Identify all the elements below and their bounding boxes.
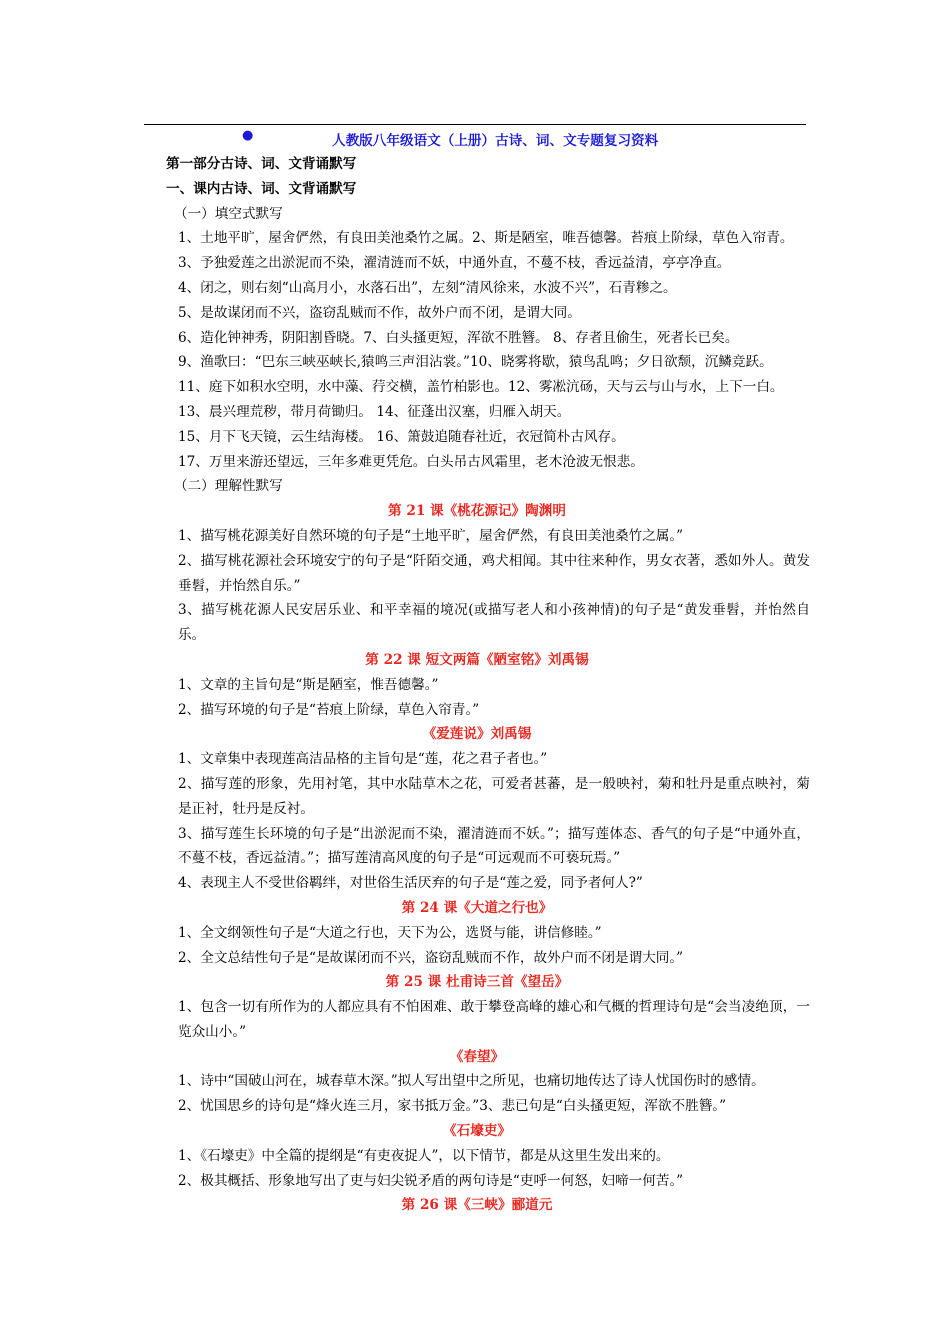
question-item: 1、文章集中表现莲高洁品格的主旨句是“莲，花之君子者也。” xyxy=(178,751,548,768)
question-item: 2、极其概括、形象地写出了吏与妇尖锐矛盾的两句诗是“吏呼一何怒，妇啼一何苦。” xyxy=(178,1172,684,1189)
fill-item: 3、予独爱莲之出淤泥而不染，濯清涟而不妖，中通外直，不蔓不枝，香远益清，亭亭净直。 xyxy=(178,255,731,272)
question-item: 2、忧国思乡的诗句是“烽火连三月，家书抵万金。”3、悲已句是“白头搔更短，浑欲不胜簪。” xyxy=(178,1098,727,1115)
top-rule xyxy=(144,124,806,125)
document-body xyxy=(144,152,810,1218)
fill-item: 15、月下飞天镜，云生结海楼。 16、箫鼓追随春社近，衣冠简朴古风存。 xyxy=(178,428,625,445)
lesson-heading: 第 24 课《大道之行也》 xyxy=(401,899,553,916)
question-item: 1、文章的主旨句是“斯是陋室，惟吾德馨。” xyxy=(178,676,439,693)
lesson-heading: 《石壕吏》 xyxy=(443,1123,511,1140)
bullet-icon: ● xyxy=(242,128,254,143)
document-title: 人教版八年级语文（上册）古诗、词、文专题复习资料 xyxy=(332,133,659,149)
lesson-heading: 第 26 课《三峡》郦道元 xyxy=(401,1197,553,1214)
fill-item: 1、土地平旷，屋舍俨然，有良田美池桑竹之属。2、斯是陋室，唯吾德馨。苔痕上阶绿，草色入帘青。 xyxy=(178,230,794,247)
question-item: 1、全文纲领性句子是“大道之行也，天下为公，选贤与能，讲信修睦。” xyxy=(178,924,602,941)
question-item: 2、描写桃花源社会环境安宁的句子是“阡陌交通，鸡犬相闻。其中往来种作，男女衣著，悉如外人。黄发垂髫，并怡然自乐。” xyxy=(178,552,810,594)
question-item: 2、描写莲的形象，先用衬笔，其中水陆草木之花，可爱者甚蕃，是一般映衬，菊和牡丹是重点映衬，菊是正衬，牡丹是反衬。 xyxy=(178,775,810,817)
fill-item: 11、庭下如积水空明，水中藻、荇交横，盖竹柏影也。12、雾凇沆砀，天与云与山与水，上下一白。 xyxy=(178,379,784,396)
fill-item: 17、万里来游还望远，三年多难更凭危。白头吊古风霜里，老木沧波无恨悲。 xyxy=(178,453,644,470)
lesson-heading: 《春望》 xyxy=(449,1048,505,1065)
question-item: 2、全文总结性句子是“是故谋闭而不兴，盗窃乱贼而不作，故外户而不闭是谓大同。” xyxy=(178,949,684,966)
question-item: 1、《石壕吏》中全篇的提纲是“有吏夜捉人”，以下情节，都是从这里生发出来的。 xyxy=(178,1147,670,1164)
title-row xyxy=(144,128,806,148)
question-item: 4、表现主人不受世俗羁绊，对世俗生活厌弃的句子是“莲之爱，同予者何人?” xyxy=(178,875,643,892)
lesson-heading: 第 22 课 短文两篇《陋室铭》刘禹锡 xyxy=(365,651,589,668)
question-item: 3、描写桃花源人民安居乐业、和平幸福的境况(或描写老人和小孩神情)的句子是“黄发垂髫，并怡然自乐。 xyxy=(178,602,810,644)
question-item: 1、包含一切有所作为的人都应具有不怕困难、敢于攀登高峰的雄心和气概的哲理诗句是“会当凌绝顶，一览众山小。” xyxy=(178,999,810,1040)
lesson-heading: 《爱莲说》刘禹锡 xyxy=(422,726,532,743)
fill-item: 6、造化钟神秀，阴阳割昏晓。7、白头搔更短，浑欲不胜簪。 8、存者且偷生，死者长已矣。 xyxy=(178,329,739,346)
lesson-heading: 第 21 课《桃花源记》陶渊明 xyxy=(388,503,566,520)
fill-item: 4、闭之，则右刻“山高月小，水落石出”，左刻“清风徐来，水波不兴”，石青糁之。 xyxy=(178,279,677,296)
part-heading: 第一部分古诗、词、文背诵默写 xyxy=(166,156,357,172)
question-item: 1、诗中“国破山河在，城春草木深。”拟人写出望中之所见，也痛切地传达了诗人忧国伤时的感情。 xyxy=(178,1073,765,1090)
section-heading: 一、课内古诗、词、文背诵默写 xyxy=(166,180,357,197)
subsection-heading: （一）填空式默写 xyxy=(174,205,283,222)
fill-item: 5、是故谋闭而不兴，盗窃乱贼而不作，故外户而不闭，是谓大同。 xyxy=(178,304,581,321)
question-item: 3、描写莲生长环境的句子是“出淤泥而不染，濯清涟而不妖。”；描写莲体态、香气的句子是“中通外直，不蔓不枝，香远益清。”；描写莲清高风度的句子是“可远观而不可亵玩焉。” xyxy=(178,825,810,867)
subsection-heading: （二）理解性默写 xyxy=(174,478,283,495)
lesson-heading: 第 25 课 杜甫诗三首《望岳》 xyxy=(385,974,569,991)
fill-item: 13、晨兴理荒秽，带月荷锄归。 14、征蓬出汉塞，归雁入胡天。 xyxy=(178,403,571,420)
question-item: 1、描写桃花源美好自然环境的句子是“土地平旷，屋舍俨然，有良田美池桑竹之属。” xyxy=(178,527,684,544)
question-item: 2、描写环境的句子是“苔痕上阶绿，草色入帘青。” xyxy=(178,701,480,718)
fill-item: 9、渔歌曰：“巴东三峡巫峡长,猿鸣三声泪沾裳。”10、晓雾将歇，猿鸟乱鸣；夕日欲颓，沉鳞竞跃。 xyxy=(178,354,773,371)
